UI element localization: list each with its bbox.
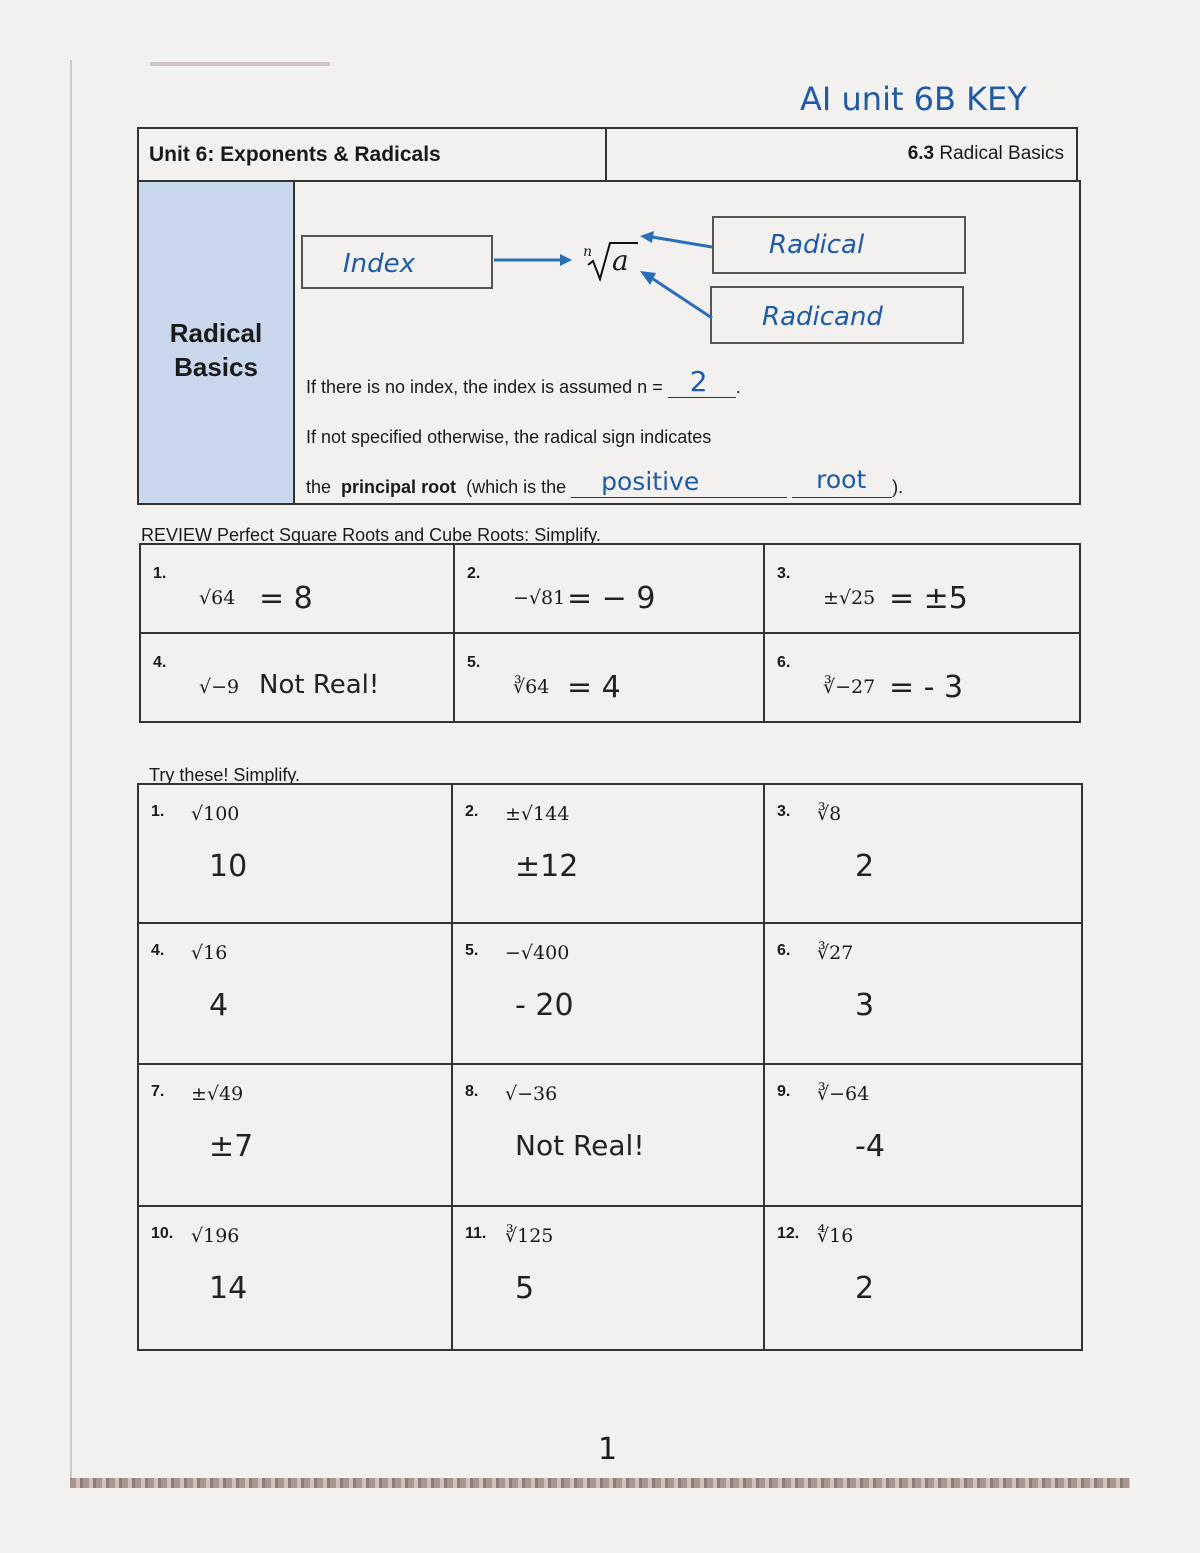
try-expression: √196 (191, 1225, 240, 1247)
try-cell (137, 1063, 453, 1207)
symbol-radicand: a (612, 244, 629, 277)
section-title (908, 143, 1064, 165)
try-answer: 2 (855, 849, 875, 884)
principal-answer-2: root (816, 465, 867, 494)
principal-answer-1: positive (601, 467, 700, 496)
unit-title: Unit 6: Exponents & Radicals (149, 143, 441, 166)
try-cell (451, 783, 765, 924)
radical-label: Radical (769, 230, 865, 260)
side-label-1: Radical (169, 318, 263, 348)
try-cell (451, 922, 765, 1065)
try-expression: ±√49 (191, 1083, 244, 1105)
try-cell (763, 922, 1083, 1065)
review-cell (763, 543, 1081, 634)
review-answer: = - 3 (889, 670, 964, 705)
review-answer: = − 9 (567, 581, 656, 616)
try-cell (451, 1063, 765, 1207)
try-cell (763, 1205, 1083, 1351)
review-number: 3. (777, 565, 791, 582)
try-number: 12. (777, 1225, 800, 1242)
try-heading: Try these! Simplify. (149, 765, 301, 785)
try-cell (137, 1205, 453, 1351)
try-answer: 10 (209, 849, 248, 884)
index-rule-text: If there is no index, the index is assumed n = (306, 377, 663, 397)
try-answer: -4 (855, 1129, 885, 1164)
scan-edge (70, 60, 72, 1480)
scan-artifact-bottom (70, 1478, 1130, 1488)
review-cell (453, 632, 765, 723)
try-answer: Not Real! (515, 1129, 645, 1162)
try-answer: 2 (855, 1271, 875, 1306)
try-expression: ∛27 (817, 942, 854, 964)
review-answer: = 4 (567, 670, 621, 705)
review-expression: √64 (199, 587, 236, 609)
review-answer: Not Real! (259, 670, 380, 700)
header-note: AI unit 6B KEY (800, 80, 1027, 118)
radicand-box (710, 286, 964, 344)
arrow-radical (640, 231, 712, 247)
try-answer: 5 (515, 1271, 535, 1306)
review-answer: = ±5 (889, 581, 968, 616)
index-rule-answer: 2 (689, 365, 708, 398)
try-number: 6. (777, 942, 791, 959)
try-answer: ±12 (515, 849, 579, 884)
try-answer: ±7 (209, 1129, 254, 1164)
try-number: 4. (151, 942, 165, 959)
try-number: 1. (151, 803, 165, 820)
try-cell (137, 922, 453, 1065)
try-cell (763, 783, 1083, 924)
review-expression: ±√25 (823, 587, 876, 609)
try-answer: 14 (209, 1271, 248, 1306)
review-number: 2. (467, 565, 481, 582)
title-bar (137, 127, 1078, 182)
section-name: Radical Basics (939, 143, 1064, 164)
try-number: 2. (465, 803, 479, 820)
try-answer: 3 (855, 988, 875, 1023)
review-number: 6. (777, 654, 791, 671)
side-label-2: Basics (174, 352, 258, 382)
radical-box (712, 216, 966, 274)
index-rule: If there is no index, the index is assumed n = 2 . (306, 365, 741, 398)
review-cell (139, 632, 455, 723)
try-expression: ∛8 (817, 803, 842, 825)
review-cell (453, 543, 765, 634)
try-number: 9. (777, 1083, 791, 1100)
review-expression: ∛64 (513, 676, 550, 698)
principal-root-line (306, 465, 904, 498)
try-expression: ∛125 (505, 1225, 554, 1247)
try-number: 3. (777, 803, 791, 820)
principal-blank-1 (571, 467, 787, 498)
try-expression: −√400 (505, 942, 570, 964)
radical-diagram (490, 215, 720, 335)
try-answer: 4 (209, 988, 229, 1023)
try-expression: √100 (191, 803, 240, 825)
try-answer: - 20 (515, 988, 574, 1023)
review-number: 1. (153, 565, 167, 582)
try-cell (451, 1205, 765, 1351)
title-divider (605, 129, 607, 180)
try-expression: √16 (191, 942, 228, 964)
principal-rule-line: If not specified otherwise, the radical sign indicates (306, 427, 712, 447)
review-answer: = 8 (259, 581, 313, 616)
page-number: 1 (598, 1432, 618, 1467)
arrow-radicand (640, 271, 712, 318)
principal-bold: principal root (341, 477, 457, 497)
review-number: 5. (467, 654, 481, 671)
try-expression: √−36 (505, 1083, 558, 1105)
review-cell (139, 543, 455, 634)
symbol-index: n (583, 244, 593, 260)
arrow-index (494, 254, 572, 266)
try-expression: ±√144 (505, 803, 570, 825)
review-heading: REVIEW Perfect Square Roots and Cube Roots: Simplify. (141, 525, 601, 545)
try-cell (763, 1063, 1083, 1207)
principal-pre: the (306, 477, 332, 497)
scan-artifact-top (150, 62, 330, 66)
review-expression: ∛−27 (823, 676, 876, 698)
side-panel (139, 182, 295, 503)
try-number: 7. (151, 1083, 165, 1100)
try-number: 11. (465, 1225, 487, 1242)
principal-blank-2 (792, 465, 892, 498)
index-box (301, 235, 493, 289)
review-expression: −√81 (513, 587, 566, 609)
principal-end: ). (892, 477, 904, 497)
review-expression: √−9 (199, 676, 240, 698)
try-number: 8. (465, 1083, 479, 1100)
index-rule-blank (668, 365, 736, 398)
try-number: 10. (151, 1225, 174, 1242)
try-expression: ∜16 (817, 1225, 854, 1247)
review-cell (763, 632, 1081, 723)
try-cell (137, 783, 453, 924)
try-number: 5. (465, 942, 479, 959)
section-number: 6.3 (907, 143, 935, 164)
index-label: Index (343, 249, 416, 279)
try-expression: ∛−64 (817, 1083, 870, 1105)
review-number: 4. (153, 654, 167, 671)
radicand-label: Radicand (762, 302, 883, 332)
principal-mid: (which is the (466, 477, 567, 497)
